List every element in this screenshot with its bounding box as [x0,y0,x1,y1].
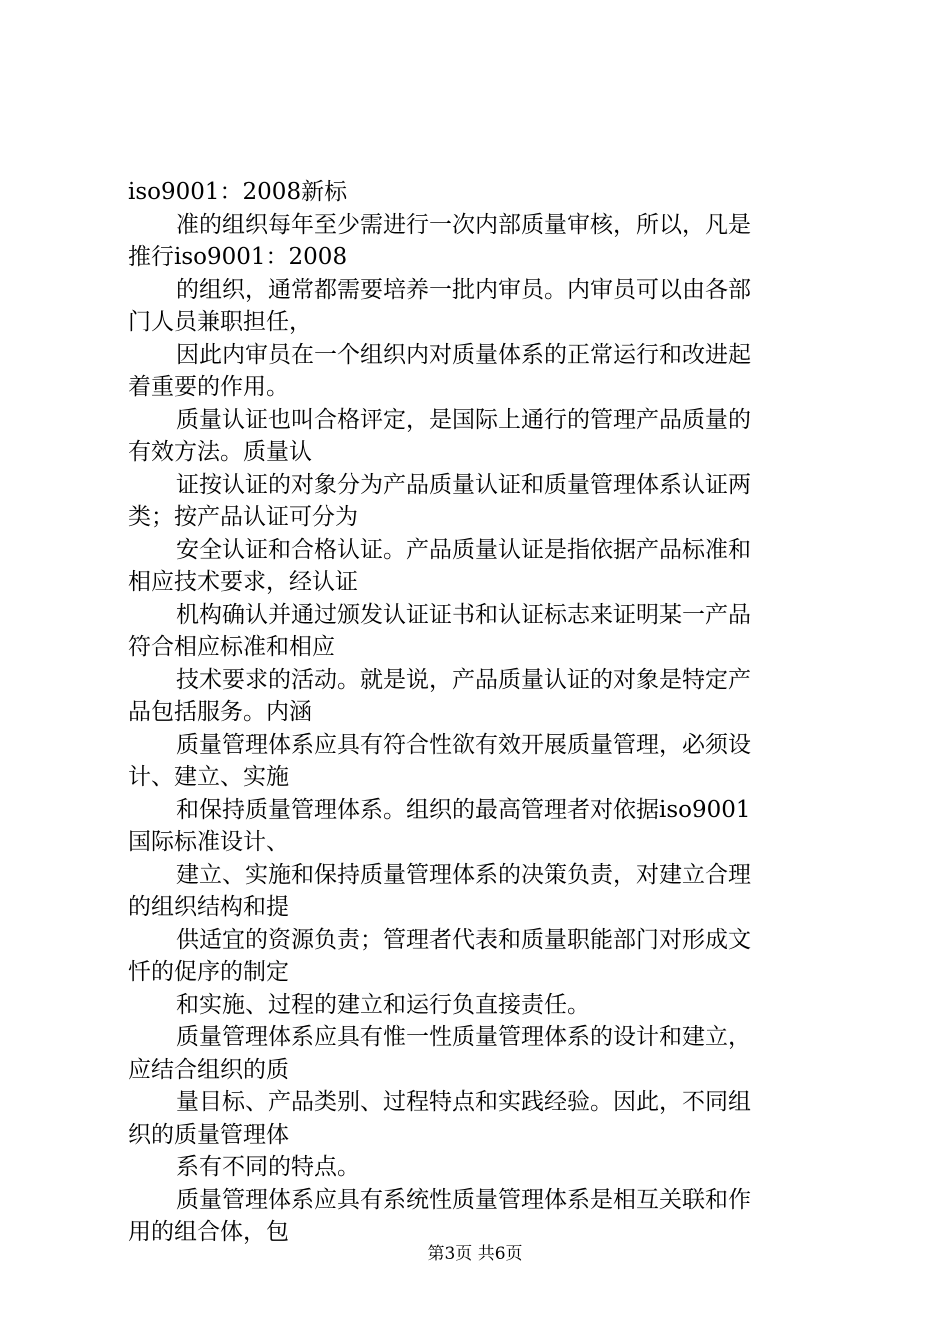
page-number-label: 第3页 共6页 [427,1244,523,1264]
text-line: 和实施、过程的建立和运行负直接责任。 [176,991,590,1018]
text-line: 用的组合体，包 [128,1219,289,1245]
text-line: 安全认证和合格认证。产品质量认证是指依据产品标准和 [176,536,751,563]
text-line: 因此内审员在一个组织内对质量体系的正常运行和改进起 [176,341,751,368]
text-line: 门人员兼职担任， [128,309,312,335]
text-line: 品包括服务。内涵 [128,699,312,725]
text-line: 的组织结构和提 [128,894,289,920]
text-line: 证按认证的对象分为产品质量认证和质量管理体系认证两 [176,471,751,498]
text-line: 质量认证也叫合格评定，是国际上通行的管理产品质量的 [176,406,751,433]
text-line: 机构确认并通过颁发认证证书和认证标志来证明某一产品 [176,601,751,628]
text-line: 推行iso9001：2008 [128,244,348,270]
text-line: 忏的促序的制定 [128,959,289,985]
text-line: 质量管理体系应具有系统性质量管理体系是相互关联和作 [176,1186,751,1213]
page-footer [0,1242,950,1266]
text-line: 准的组织每年至少需进行一次内部质量审核，所以，凡是 [176,211,751,238]
text-line: 质量管理体系应具有惟一性质量管理体系的设计和建立， [176,1024,751,1050]
text-line: 着重要的作用。 [128,374,289,400]
text-line: 有效方法。质量认 [128,439,312,465]
text-line: 的组织，通常都需要培养一批内审员。内审员可以由各部 [176,276,751,303]
text-line: 和保持质量管理体系。组织的最高管理者对依据iso9001 [176,796,751,823]
document-body [128,176,832,1249]
text-line: 建立、实施和保持质量管理体系的决策负责，对建立合理 [176,861,751,888]
text-line: 国际标准设计、 [128,829,289,855]
text-line: 织的质量管理体 [128,1121,289,1148]
text-line: 质量管理体系应具有符合性欲有效开展质量管理，必须设 [176,731,751,758]
text-line: iso9001：2008新标 [128,179,348,205]
text-line: 计、建立、实施 [128,764,289,790]
text-line: 符合相应标准和相应 [128,634,335,660]
text-line: 技术要求的活动。就是说，产品质量认证的对象是特定产 [176,666,751,693]
text-line: 供适宜的资源负责；管理者代表和质量职能部门对形成文 [176,926,751,953]
text-line: 类；按产品认证可分为 [128,504,358,530]
text-line: 系有不同的特点。 [176,1154,360,1180]
text-line: 应结合组织的质 [128,1056,289,1083]
text-line: 相应技术要求，经认证 [128,569,358,595]
text-line: 量目标、产品类别、过程特点和实践经验。因此，不同组 [176,1089,751,1115]
